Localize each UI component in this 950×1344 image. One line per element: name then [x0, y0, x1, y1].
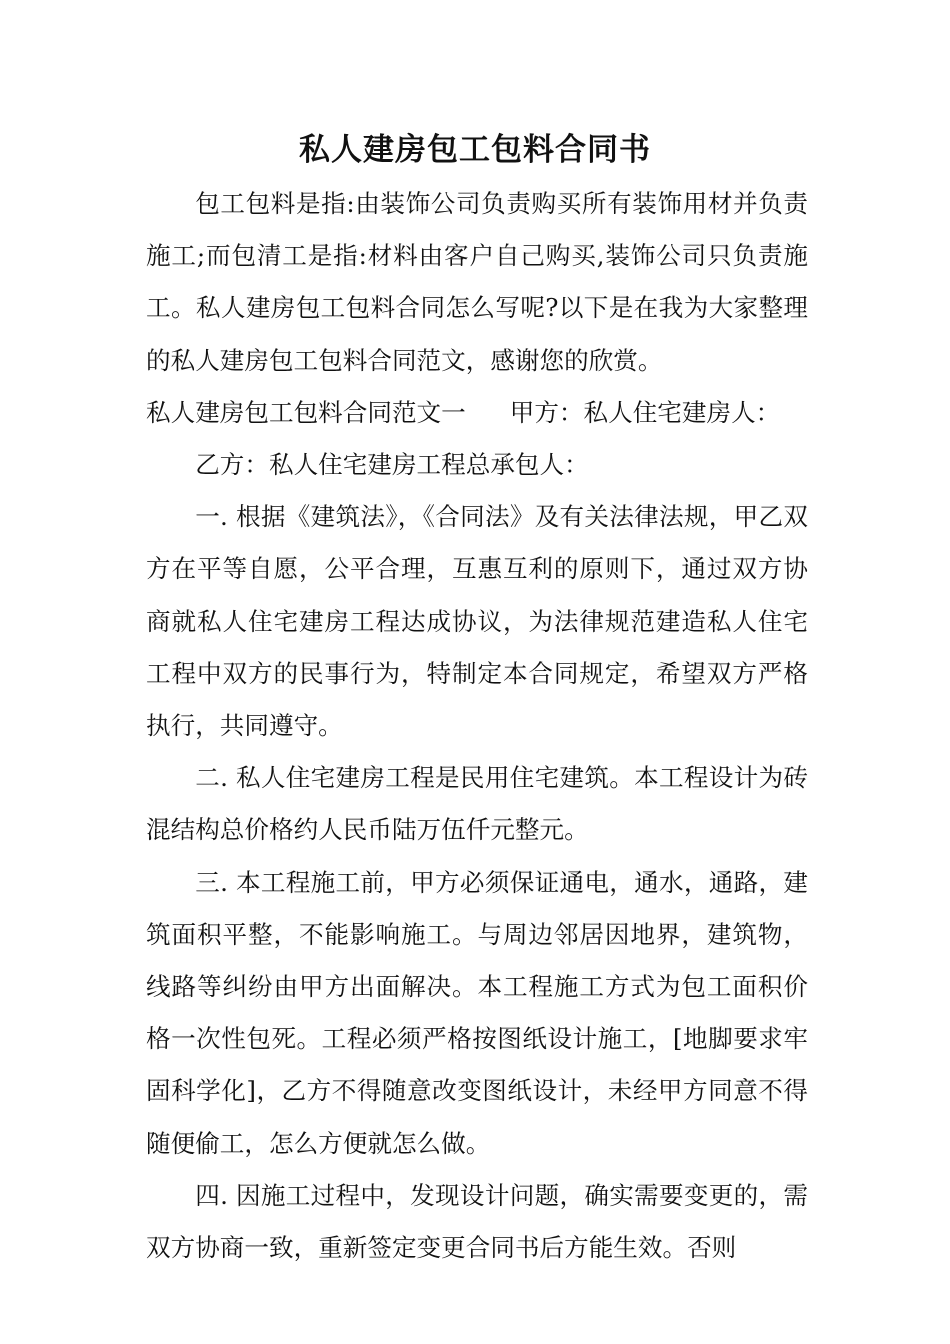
- document-body: [146, 178, 808, 1274]
- clause-3: 三. 本工程施工前，甲方必须保证通电，通水，通路，建筑面积平整，不能影响施工。与周边邻居因地界，建筑物，线路等纠纷由甲方出面解决。本工程施工方式为包工面积价格一次性包死。工程必须严格按图纸设计施工，[地脚要求牢固科学化]，乙方不得随意改变图纸设计，未经甲方同意不得随便偷工，怎么方便就怎么做。: [146, 867, 808, 1158]
- clause-4: 四. 因施工过程中，发现设计问题，确实需要变更的，需双方协商一致，重新签定变更合同书后方能生效。否则: [146, 1180, 808, 1263]
- clause-2: 二. 私人住宅建房工程是民用住宅建筑。本工程设计为砖混结构总价格约人民币陆万伍仟元整元。: [146, 763, 808, 845]
- sample-heading-line: [146, 387, 808, 439]
- clause-1: 一. 根据《建筑法》，《合同法》及有关法律法规，甲乙双方在平等自愿，公平合理，互惠互利的原则下，通过双方协商就私人住宅建房工程达成协议，为法律规范建造私人住宅工程中双方的民事行为，特制定本合同规定，希望双方严格执行，共同遵守。: [146, 502, 808, 741]
- party-a-line: 甲方：私人住宅建房人：: [509, 397, 781, 427]
- document-title: 私人建房包工包料合同书: [299, 132, 651, 168]
- party-b-line: 乙方：私人住宅建房工程总承包人：: [195, 450, 589, 480]
- intro-paragraph: 包工包料是指:由装饰公司负责购买所有装饰用材并负责施工;而包清工是指:材料由客户自己购买,装饰公司只负责施工。私人建房包工包料合同怎么写呢?以下是在我为大家整理的私人建房包工包料合同范文，感谢您的欣赏。: [146, 189, 808, 375]
- sample-heading: 私人建房包工包料合同范文一: [146, 397, 466, 427]
